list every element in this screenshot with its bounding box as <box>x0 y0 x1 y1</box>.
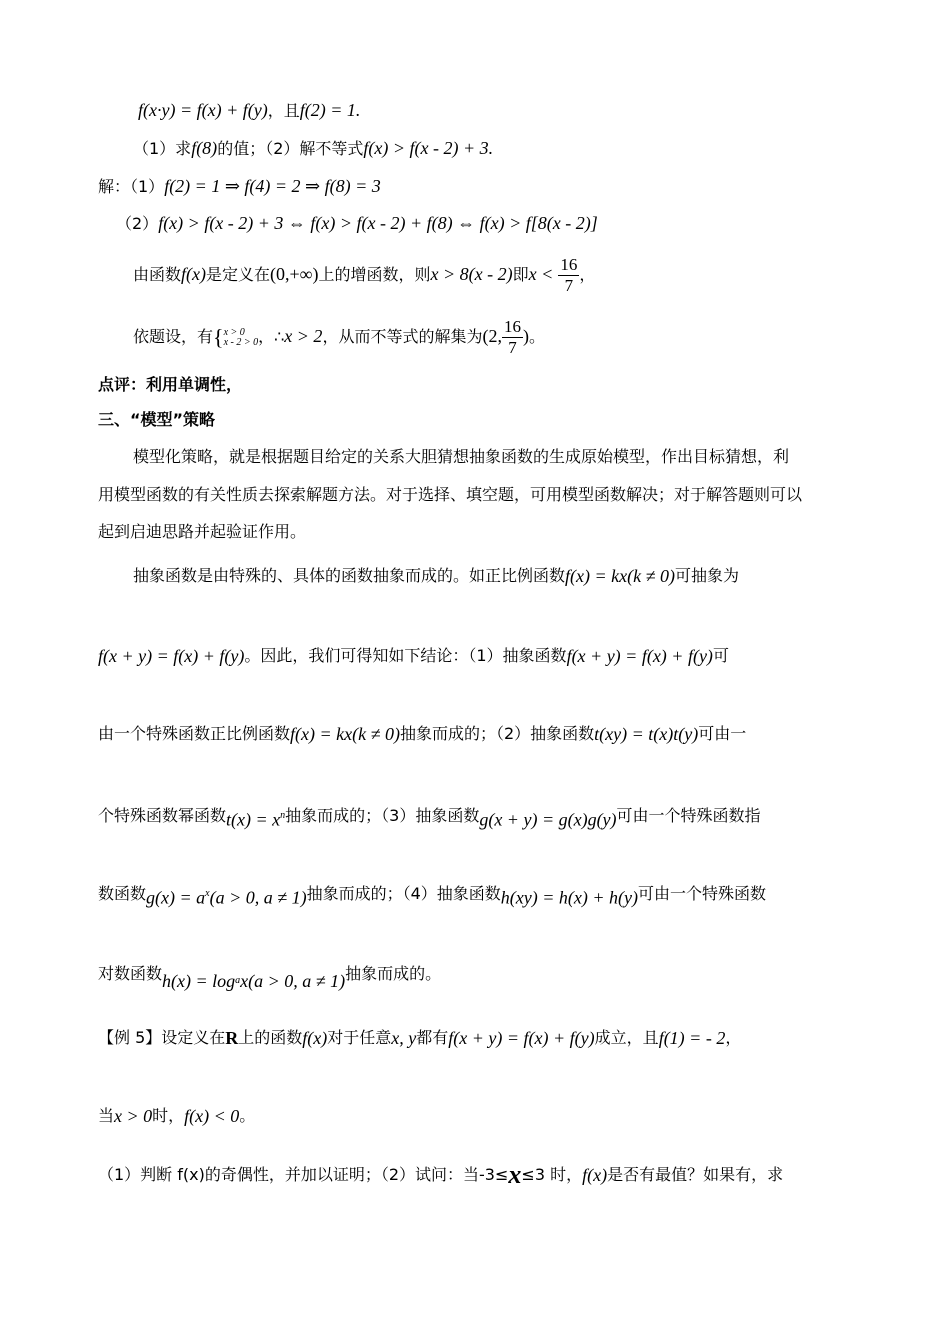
text: 是定义在 <box>206 265 271 284</box>
text: 解：（1） <box>98 177 165 196</box>
paragraph-line <box>98 640 729 672</box>
math-expression: g(x) = a <box>146 887 206 908</box>
text: ，从而不等式的解集为 <box>322 327 483 346</box>
condition-line <box>138 100 360 121</box>
text: 抽象而成的；（3）抽象函数 <box>285 806 480 825</box>
math-expression: f(x) > f(x - 2) + 3 ⇔ f(x) > f(x - 2) + f(8) ⇔ f(x) > f[8(x - 2)] <box>158 213 598 233</box>
math-expression: ) <box>522 326 529 346</box>
text: 【例 5】设定义在 <box>98 1028 226 1047</box>
text: 抽象而成的；（4）抽象函数 <box>306 884 501 903</box>
text: ，∴ <box>258 327 285 346</box>
paragraph-line: 用模型函数的有关性质去探索解题方法。对于选择、填空题，可用模型函数解决；对于解答题则可以 <box>98 485 803 504</box>
text: 成立，且 <box>594 1028 659 1047</box>
text: （1）求 <box>133 139 192 158</box>
text: 抽象而成的；（2）抽象函数 <box>399 724 595 743</box>
question-line <box>133 138 493 159</box>
example-5-line <box>98 1098 255 1134</box>
fraction-numerator: 16 <box>560 255 578 274</box>
text: 可由一个特殊函数指 <box>616 806 761 825</box>
math-expression: t(x) = x <box>226 809 281 830</box>
paragraph-line: 起到启迪思路并起验证作用。 <box>98 522 307 541</box>
left-brace-icon: { <box>213 324 224 350</box>
math-expression: x < <box>528 264 554 284</box>
text: 可抽象为 <box>674 566 739 585</box>
superscript: n <box>280 810 286 821</box>
superscript: x <box>205 888 210 899</box>
paragraph-line <box>133 560 739 592</box>
text: 抽象而成的。 <box>345 964 442 983</box>
text: 上的函数 <box>238 1028 303 1047</box>
math-expression: h(x) = log <box>162 971 236 992</box>
math-expression: (a > 0, a ≠ 1) <box>209 887 307 908</box>
text: 抽象函数是由特殊的、具体的函数抽象而成的。如正比例函数 <box>133 566 566 585</box>
fraction-denominator: 7 <box>564 276 574 295</box>
math-expression: f(x·y) = f(x) + f(y) <box>138 100 268 120</box>
math-expression: f(2) = 1 ⇒ f(4) = 2 ⇒ f(8) = 3 <box>164 176 381 196</box>
solution-part1 <box>98 176 381 197</box>
comment-line: 点评：利用单调性， <box>98 375 243 394</box>
math-expression: f(x) > f(x - 2) + 3. <box>363 138 494 158</box>
math-variable: x <box>508 1160 522 1189</box>
fraction <box>558 255 579 296</box>
math-expression: x > 0 <box>114 1106 153 1126</box>
text: 对数函数 <box>98 964 163 983</box>
text: ，且 <box>267 101 300 120</box>
fraction <box>502 317 523 358</box>
text: 的值；（2）解不等式 <box>217 139 364 158</box>
text: 上的增函数，则 <box>318 265 431 284</box>
text: ≤3 时， <box>521 1165 583 1184</box>
text: 对于任意 <box>327 1028 392 1047</box>
text: ， <box>579 265 596 284</box>
solution-line6 <box>133 314 545 360</box>
math-expression: f(x) < 0 <box>184 1106 240 1126</box>
solution-line5 <box>133 252 595 297</box>
math-expression: f(8) <box>191 138 218 158</box>
math-expression: (0,+∞) <box>270 264 319 284</box>
paragraph-line <box>98 878 766 913</box>
math-expression: f(x + y) = f(x) + f(y) <box>448 1028 595 1048</box>
text: 依题设，有 <box>133 327 214 346</box>
text: 。因此，我们可得知如下结论：（1）抽象函数 <box>244 646 567 665</box>
math-expression: f(2) = 1. <box>299 100 361 120</box>
text: 时， <box>152 1106 185 1125</box>
text: （2） <box>116 214 159 233</box>
math-expression: x, y <box>391 1028 417 1048</box>
fraction-numerator: 16 <box>503 317 521 336</box>
text: 。 <box>528 327 545 346</box>
text: 由一个特殊函数正比例函数 <box>98 724 291 743</box>
text: （1）判断 f(x)的奇偶性，并加以证明；（2）试问：当-3≤ <box>98 1165 509 1184</box>
paragraph-line <box>98 718 746 750</box>
inequality-system <box>224 328 259 348</box>
solution-part2 <box>116 213 598 234</box>
text: 都有 <box>416 1028 449 1047</box>
text: 数函数 <box>98 884 147 903</box>
math-expression: x > 8(x - 2) <box>430 264 513 284</box>
text: 。 <box>239 1106 256 1125</box>
math-expression: f(x) <box>582 1165 608 1185</box>
example-5-question <box>98 1160 783 1190</box>
text: 当 <box>98 1106 115 1125</box>
system-row: x > 0 <box>223 326 245 338</box>
paragraph-line <box>98 800 761 835</box>
paragraph-line: 模型化策略，就是根据题目给定的关系大胆猜想抽象函数的生成原始模型，作出目标猜想，利 <box>133 447 790 466</box>
math-expression: g(x + y) = g(x)g(y) <box>479 809 617 830</box>
system-row: x - 2 > 0 <box>223 336 259 348</box>
math-expression: f(x) = kx(k ≠ 0) <box>290 724 400 744</box>
math-expression: h(xy) = h(x) + h(y) <box>500 887 639 908</box>
text: ， <box>725 1028 742 1047</box>
text: 即 <box>512 265 529 284</box>
example-5-line <box>98 1020 741 1056</box>
math-expression: f(x + y) = f(x) + f(y) <box>566 646 713 666</box>
text: 可 <box>712 646 729 665</box>
math-expression: f(x) <box>302 1028 328 1048</box>
math-symbol-R: R <box>225 1028 239 1048</box>
section-heading: 三、“模型”策略 <box>98 410 216 429</box>
math-expression: f(1) = - 2 <box>658 1028 726 1048</box>
text: 个特殊函数幂函数 <box>98 806 227 825</box>
text: 可由一 <box>698 724 747 743</box>
math-expression: x > 2 <box>284 326 323 346</box>
text: 是否有最值？如果有，求 <box>607 1165 784 1184</box>
fraction-denominator: 7 <box>508 338 517 357</box>
text: 由函数 <box>133 265 182 284</box>
text: 可由一个特殊函数 <box>638 884 767 903</box>
math-expression: t(xy) = t(x)t(y) <box>594 724 699 744</box>
paragraph-line <box>98 958 441 997</box>
math-expression: f(x) <box>181 264 206 284</box>
math-expression: x(a > 0, a ≠ 1) <box>240 971 346 992</box>
math-expression: f(x + y) = f(x) + f(y) <box>98 646 245 666</box>
subscript: a <box>235 975 241 987</box>
math-expression: f(x) = kx(k ≠ 0) <box>565 566 675 586</box>
math-expression: (2, <box>482 326 502 346</box>
